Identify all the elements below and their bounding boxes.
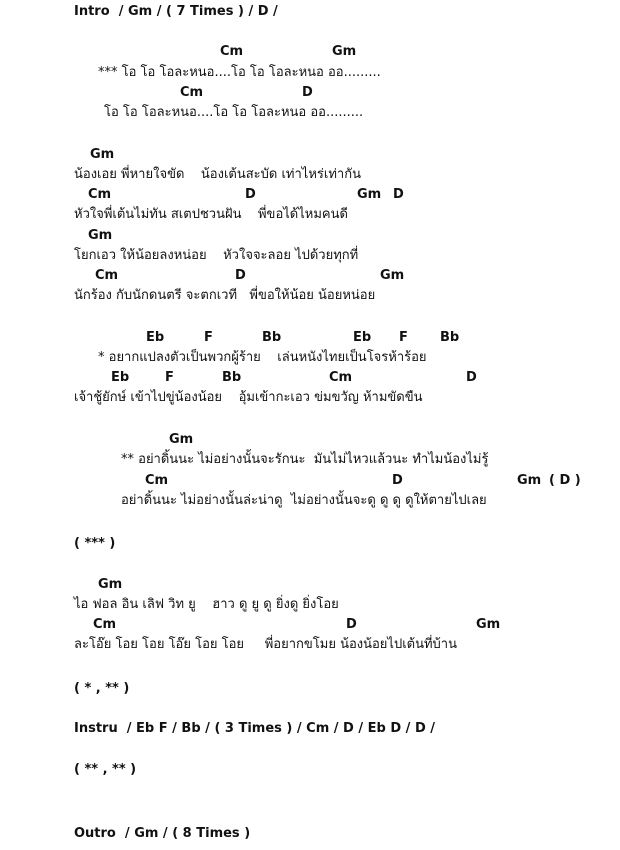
- chord: Gm: [517, 473, 542, 488]
- lyric-line: โอ โอ โอละหนอ....โอ โอ โอละหนอ ออ.........: [104, 105, 364, 120]
- chord: Cm: [88, 187, 112, 202]
- chord: D: [245, 187, 256, 202]
- chord: Eb: [353, 330, 372, 345]
- lyric-line: ละโอ๊ย โอย โอย โอ๊ย โอย โอย พี่อยากขโมย น้องน้อยไปเต้นที่บ้าน: [74, 637, 457, 652]
- lyric-line: โยกเอว ให้น้อยลงหน่อย หัวใจจะลอย ไปด้วยทุกที่: [74, 248, 359, 263]
- chord: Bb: [440, 330, 460, 345]
- chord: Cm: [145, 473, 169, 488]
- lyric-line: เจ้าชู้ยักษ์ เข้าไปขู่น้องน้อย อุ้มเข้ากะเอว ข่มขวัญ ห้ามขัดขืน: [74, 390, 423, 405]
- chord: Bb: [262, 330, 282, 345]
- chord: D: [235, 268, 246, 283]
- chord: F: [165, 370, 174, 385]
- chord: D: [393, 187, 404, 202]
- lyric-line: ** อย่าดิ้นนะ ไม่อย่างนั้นจะรักนะ มันไม่ไหวแล้วนะ ทำไมน้องไม่รู้: [121, 452, 489, 467]
- repeat-marker: ( *** ): [74, 536, 116, 551]
- chord: Eb: [146, 330, 165, 345]
- instru-line: Instru / Eb F / Bb / ( 3 Times ) / Cm / D / Eb D / D /: [74, 721, 436, 736]
- chord: F: [399, 330, 408, 345]
- lyric-line: นักร้อง กับนักดนตรี จะตกเวที พี่ขอให้น้อย น้อยหน่อย: [74, 288, 376, 303]
- chord: Cm: [329, 370, 353, 385]
- outro-line: Outro / Gm / ( 8 Times ): [74, 826, 251, 841]
- chord: F: [204, 330, 213, 345]
- lyric-line: * อยากแปลงตัวเป็นพวกผู้ร้าย เล่นหนังไทยเป็นโจรห้าร้อย: [98, 350, 427, 365]
- chord: Gm: [88, 228, 113, 243]
- chord: Eb: [111, 370, 130, 385]
- lyric-line: หัวใจพี่เต้นไม่ทัน สเตปชวนฝัน พี่ขอได้ไหมคนดี: [74, 207, 348, 222]
- chord: Bb: [222, 370, 242, 385]
- lyric-line: อย่าดิ้นนะ ไม่อย่างนั้นล่ะน่าดู ไม่อย่างนั้นจะดู ดู ดู ดูให้ตายไปเลย: [121, 493, 487, 508]
- chord: D: [392, 473, 403, 488]
- chord: Gm: [357, 187, 382, 202]
- lyric-line: *** โอ โอ โอละหนอ....โอ โอ โอละหนอ ออ.........: [98, 65, 381, 80]
- repeat-marker: ( * , ** ): [74, 681, 130, 696]
- chord: Gm: [332, 44, 357, 59]
- chord: D: [302, 85, 313, 100]
- chord: Gm: [476, 617, 501, 632]
- chord: Cm: [180, 85, 204, 100]
- chord: Cm: [220, 44, 244, 59]
- lyric-line: น้องเอย พี่หายใจขัด น้องเต้นสะบัด เท่าไหร่เท่ากัน: [74, 167, 361, 182]
- chord: Gm: [169, 432, 194, 447]
- chord: Cm: [95, 268, 119, 283]
- chord: Gm: [90, 147, 115, 162]
- chord: D: [466, 370, 477, 385]
- intro-line: Intro / Gm / ( 7 Times ) / D /: [74, 4, 278, 19]
- chord: Cm: [93, 617, 117, 632]
- chord: D: [346, 617, 357, 632]
- repeat-marker: ( ** , ** ): [74, 762, 137, 777]
- lyric-line: ไอ ฟอล อิน เลิฟ วิท ยู ฮาว ดู ยู ดู ยิ่งดู ยิ่งโอย: [74, 597, 339, 612]
- chord: Gm: [380, 268, 405, 283]
- chord: Gm: [98, 577, 123, 592]
- chord: ( D ): [549, 473, 581, 488]
